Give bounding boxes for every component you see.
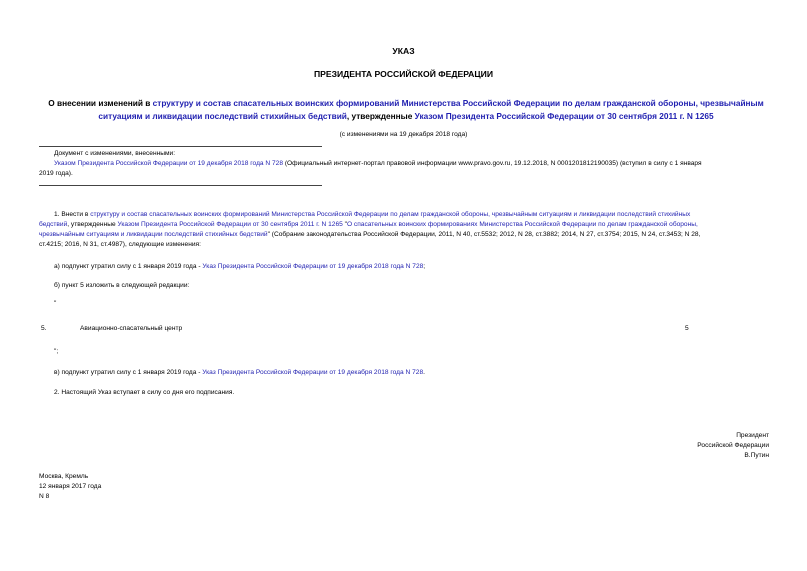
signature-name: В.Путин bbox=[744, 452, 769, 459]
quote-open: " bbox=[54, 300, 57, 307]
item1-title-link-cont[interactable]: чрезвычайным ситуациям и ликвидации последствий стихийных бедствий bbox=[39, 231, 268, 238]
subitem-v-decree-728-link[interactable]: Указ Президента Российской Федерации от 19 декабря 2018 года N 728 bbox=[202, 369, 424, 376]
item1-line4: ст.4215; 2016, N 31, ст.4987), следующие изменения: bbox=[39, 241, 201, 248]
heading-middle: , утвержденные bbox=[346, 111, 415, 121]
subitem-a-decree-728-link[interactable]: Указ Президента Российской Федерации от 19 декабря 2018 года N 728 bbox=[202, 263, 424, 270]
changes-box-label: Документ с изменениями, внесенными: bbox=[54, 150, 176, 157]
signature-line1: Президент bbox=[736, 432, 769, 439]
place-line: Москва, Кремль bbox=[39, 473, 89, 480]
heading-structure-link[interactable]: структуру и состав спасательных воинских формирований Министерства Российской Федерации по делам гражданской обороны, чрезвычайным ситуациям и ликвидации последствий стихийных бедствий bbox=[98, 98, 764, 121]
item1-structure-link[interactable]: структуру и состав спасательных воинских формирований Министерства Российской Федерации по делам гражданской обороны, чрезвычайным ситуациям и ликвидации последствий стихийных bbox=[90, 211, 691, 218]
item1-line1 bbox=[54, 211, 690, 218]
changes-box-bottom-rule bbox=[39, 185, 322, 186]
item1-line3-text: " (Собрание законодательства Российской Федерации, 2011, N 40, ст.5532; 2012, N 28, ст.3882; 2014, N 27, ст.3754; 2015, N 24, ст.3453; N 28, bbox=[267, 231, 701, 238]
subitem-v-text: в) подпункт утратил силу с 1 января 2019 года - bbox=[54, 369, 203, 376]
table-row-value: 5 bbox=[685, 325, 689, 332]
item1-title-link[interactable]: О спасательных воинских формированиях Министерства Российской Федерации по делам гражданской обороны, bbox=[346, 221, 698, 228]
heading-prefix: О внесении изменений в bbox=[48, 98, 153, 108]
changes-box-line2: 2019 года). bbox=[39, 170, 73, 177]
item1-line3 bbox=[39, 231, 700, 238]
item1-mid2: " bbox=[342, 221, 347, 228]
date-line: 12 января 2017 года bbox=[39, 483, 102, 490]
changes-box-top-rule bbox=[39, 146, 322, 147]
revision-note: (с изменениями на 19 декабря 2018 года) bbox=[339, 131, 468, 138]
table-row-num: 5. bbox=[41, 325, 47, 332]
item1-structure-link-cont[interactable]: бедствий bbox=[39, 221, 68, 228]
decree-issuer: ПРЕЗИДЕНТА РОССИЙСКОЙ ФЕДЕРАЦИИ bbox=[313, 69, 494, 79]
subitem-a-text: а) подпункт утратил силу с 1 января 2019 года - bbox=[54, 263, 203, 270]
heading-decree-1265-link[interactable]: Указом Президента Российской Федерации от 30 сентября 2011 г. N 1265 bbox=[414, 111, 714, 121]
changes-box-rest1: (Официальный интернет-портал правовой информации www.pravo.gov.ru, 19.12.2018, N 0001201812190035) (вступил в силу с 1 января bbox=[283, 160, 702, 167]
table-row-name: Авиационно-спасательный центр bbox=[80, 325, 183, 332]
decree-title: УКАЗ bbox=[392, 46, 415, 56]
item2: 2. Настоящий Указ вступает в силу со дня его подписания. bbox=[54, 389, 235, 396]
subitem-a-end: ; bbox=[423, 263, 426, 270]
decree-heading bbox=[30, 97, 782, 123]
number-line: N 8 bbox=[39, 493, 50, 500]
signature-line2: Российской Федерации bbox=[697, 442, 769, 449]
item1-mid: , утвержденные bbox=[67, 221, 118, 228]
quote-close: "; bbox=[54, 348, 59, 355]
subitem-v-end: . bbox=[423, 369, 425, 376]
subitem-a bbox=[54, 263, 425, 270]
item1-decree-1265-link[interactable]: Указом Президента Российской Федерации от 30 сентября 2011 г. N 1265 bbox=[117, 221, 343, 228]
changes-box-line1 bbox=[54, 160, 702, 167]
subitem-b: б) пункт 5 изложить в следующей редакции: bbox=[54, 282, 190, 289]
subitem-v bbox=[54, 369, 425, 376]
item1-num: 1. Внести в bbox=[54, 211, 91, 218]
changes-decree-728-link[interactable]: Указом Президента Российской Федерации от 19 декабря 2018 года N 728 bbox=[54, 160, 284, 167]
item1-line2 bbox=[39, 221, 698, 228]
